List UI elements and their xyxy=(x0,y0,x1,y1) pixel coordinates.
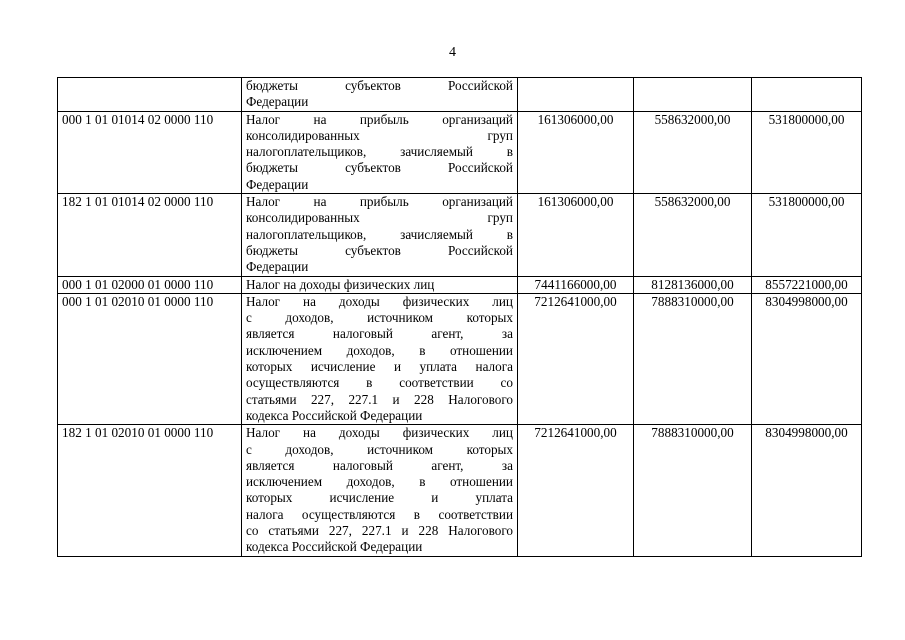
amount-year-2-cell: 558632000,00 xyxy=(634,194,752,276)
revenue-name-line: консолидированных груп xyxy=(246,127,513,143)
amount-year-2-cell: 7888310000,00 xyxy=(634,425,752,556)
revenue-name-line: кодекса Российской Федерации xyxy=(246,407,423,423)
revenue-name-line: со статьями 227, 227.1 и 228 Налогового xyxy=(246,523,513,539)
table-row xyxy=(58,425,862,556)
revenue-name-line: исключением доходов, в отношении xyxy=(246,342,513,358)
revenue-name-line: Налог на доходы физических лиц xyxy=(246,293,513,309)
amount-year-1-cell: 7441166000,00 xyxy=(518,276,634,293)
revenue-name-line: Налог на прибыль организаций xyxy=(246,194,513,210)
revenue-name-line: осуществляются в соответствии со xyxy=(246,375,513,391)
amount-year-3-cell xyxy=(752,78,862,112)
revenue-name-line: налога осуществляются в соответствии xyxy=(246,506,513,522)
revenue-name-cell xyxy=(242,78,518,112)
revenue-name-line: является налоговый агент, за xyxy=(246,326,513,342)
amount-year-1-cell: 7212641000,00 xyxy=(518,293,634,424)
table-row xyxy=(58,276,862,293)
budget-code-cell: 182 1 01 01014 02 0000 110 xyxy=(58,194,242,276)
page-number: 4 xyxy=(449,45,456,60)
revenue-name-line: бюджеты субъектов Российской xyxy=(246,242,513,258)
budget-code-cell: 000 1 01 01014 02 0000 110 xyxy=(58,111,242,193)
revenue-name-cell xyxy=(242,194,518,276)
revenue-name-line: Налог на прибыль организаций xyxy=(246,111,513,127)
revenue-name-line: бюджеты субъектов Российской xyxy=(246,78,513,93)
amount-year-3-cell: 8304998000,00 xyxy=(752,425,862,556)
table-row xyxy=(58,293,862,424)
budget-code-cell: 182 1 01 02010 01 0000 110 xyxy=(58,425,242,556)
amount-year-1-cell: 161306000,00 xyxy=(518,194,634,276)
budget-revenue-table xyxy=(57,77,862,557)
revenue-name-line: Федерации xyxy=(246,94,309,110)
revenue-name-line: статьями 227, 227.1 и 228 Налогового xyxy=(246,391,513,407)
revenue-name-line: Федерации xyxy=(246,259,309,275)
revenue-name-line: с доходов, источником которых xyxy=(246,310,513,326)
revenue-name-line: Налог на доходы физических лиц xyxy=(246,425,513,441)
revenue-name-line: Федерации xyxy=(246,176,309,192)
amount-year-2-cell: 558632000,00 xyxy=(634,111,752,193)
table-row xyxy=(58,78,862,112)
table-body xyxy=(58,78,862,557)
amount-year-1-cell: 161306000,00 xyxy=(518,111,634,193)
amount-year-2-cell xyxy=(634,78,752,112)
amount-year-3-cell: 531800000,00 xyxy=(752,194,862,276)
amount-year-2-cell: 8128136000,00 xyxy=(634,276,752,293)
amount-year-1-cell: 7212641000,00 xyxy=(518,425,634,556)
budget-code-cell: 000 1 01 02000 01 0000 110 xyxy=(58,276,242,293)
amount-year-3-cell: 8557221000,00 xyxy=(752,276,862,293)
table-row xyxy=(58,194,862,276)
revenue-name-line: с доходов, источником которых xyxy=(246,441,513,457)
revenue-name-line: которых исчисление и уплата налога xyxy=(246,359,513,375)
amount-year-3-cell: 8304998000,00 xyxy=(752,293,862,424)
revenue-name-line: налогоплательщиков, зачисляемый в xyxy=(246,226,513,242)
revenue-name-line: консолидированных груп xyxy=(246,210,513,226)
revenue-name-line: исключением доходов, в отношении xyxy=(246,474,513,490)
revenue-name-line: Налог на доходы физических лиц xyxy=(246,276,435,292)
revenue-name-cell xyxy=(242,293,518,424)
amount-year-3-cell: 531800000,00 xyxy=(752,111,862,193)
budget-code-cell: 000 1 01 02010 01 0000 110 xyxy=(58,293,242,424)
revenue-name-line: кодекса Российской Федерации xyxy=(246,539,423,555)
revenue-name-cell xyxy=(242,111,518,193)
revenue-name-cell xyxy=(242,276,518,293)
budget-code-cell xyxy=(58,78,242,112)
revenue-name-line: которых исчисление и уплата xyxy=(246,490,513,506)
table-row xyxy=(58,111,862,193)
amount-year-1-cell xyxy=(518,78,634,112)
revenue-name-cell xyxy=(242,425,518,556)
revenue-name-line: налогоплательщиков, зачисляемый в xyxy=(246,144,513,160)
revenue-name-line: бюджеты субъектов Российской xyxy=(246,160,513,176)
revenue-name-line: является налоговый агент, за xyxy=(246,457,513,473)
amount-year-2-cell: 7888310000,00 xyxy=(634,293,752,424)
